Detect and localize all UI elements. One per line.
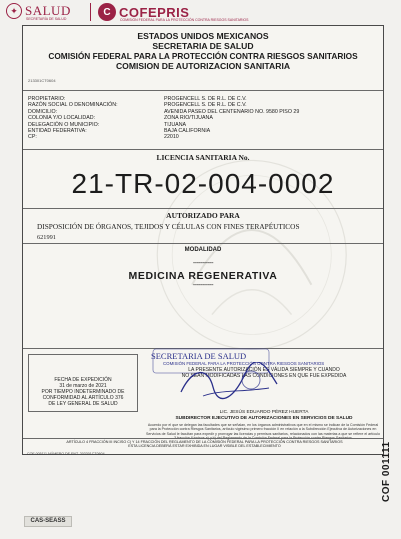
validity-line-2: NO SEAN MODIFICADAS LAS CONDICIONES EN QUE FUE EXPEDIDA [181, 372, 347, 379]
reference-number: COF 005111 NÚMERO DE ENT. 203301CT0604 [27, 452, 105, 456]
field-value: AVENIDA PASEO DEL CENTENARIO NO. 9580 PISO 29 [164, 108, 300, 115]
field-value: PROGENCELL S. DE R.L. DE C.V. [164, 96, 247, 102]
field-value: TIJUANA [164, 121, 187, 128]
field-value: PROGENCELL S. DE R.L. DE C.V. [164, 102, 247, 109]
delegation-agreement: Acuerdo por el que se delegan las facultades que se señalan, en los órganos administrativos que en el mismo se indican de la Comisión Federal para la Protección contra Riesgos Sanitarios, artículo vigésimo primero fracción II en relación a la Subdirección Ejecutiva de Autorizaciones en Servicios de Salud le facultan para expedir y prorrogar las licencias y permisos sanitarios, relacionados con las materias a que se refiere el artículo [146, 423, 380, 436]
validity-line-1: LA PRESENTE AUTORIZACIÓN ES VÁLIDA SIEMPRE Y CUANDO [188, 367, 340, 373]
eagle-seal-icon: ✦ [6, 3, 22, 19]
divider [23, 243, 383, 244]
side-control-code: COF 001111 [381, 441, 392, 502]
divider [23, 438, 383, 439]
activity-code: 621991 [37, 234, 56, 241]
salud-subtitle: SECRETARÍA DE SALUD [26, 17, 67, 21]
license-number: 21-TR-02-004-0002 [71, 168, 335, 199]
field-value: ZONA RIO/TIJUANA [164, 115, 213, 122]
field-value: 22010 [164, 134, 179, 141]
field-row [28, 134, 378, 140]
divider [23, 90, 383, 91]
field-label: ENTIDAD FEDERATIVA: [28, 128, 87, 135]
license-document [22, 25, 384, 455]
field-label: COLONIA Y/O LOCALIDAD: [28, 115, 96, 122]
signer-block [145, 410, 383, 421]
modality-dashes-top: ----------- [192, 260, 214, 267]
header-secretariat: SECRETARIA DE SALUD [152, 41, 254, 51]
validity-term-article: CONFORMIDAD AL ARTÍCULO 376 [42, 395, 124, 401]
field-label: RAZÓN SOCIAL O DENOMINACIÓN: [28, 102, 118, 109]
field-value: BAJA CALIFORNIA [164, 128, 211, 135]
header-country: ESTADOS UNIDOS MEXICANOS [137, 31, 269, 41]
expedition-date: 31 de marzo de 2021 [59, 383, 107, 389]
cofepris-subtitle: COMISIÓN FEDERAL PARA LA PROTECCIÓN CONTRA RIESGOS SANITARIOS [120, 18, 249, 22]
office-label: CAS-SEASS [24, 516, 72, 527]
field-label: DOMICILIO: [28, 108, 58, 115]
legal-footer [27, 440, 382, 449]
validity-term: POR TIEMPO INDETERMINADO DE [41, 389, 125, 395]
brand-divider [90, 3, 91, 21]
header-commission: COMISIÓN FEDERAL PARA LA PROTECCIÓN CONTRA RIESGOS SANITARIOS [48, 51, 358, 61]
signer-title: SUBDIRECTOR EJECUTIVO DE AUTORIZACIONES EN SERVICIOS DE SALUD [175, 415, 353, 421]
stamp-text: SECRETARIA DE SALUD [151, 351, 247, 361]
top-branding-bar [0, 0, 401, 24]
signature-icon [173, 362, 283, 402]
folio-number: 213301CT0604 [28, 78, 56, 83]
display-notice: ESTA LICENCIA DEBERÁ ESTAR EXHIBIDA EN LUGAR VISIBLE DEL ESTABLECIMIENTO [128, 444, 281, 449]
divider [23, 149, 383, 150]
divider [23, 208, 383, 209]
establishment-fields [28, 96, 378, 141]
modality-dashes-bottom: ----------- [192, 282, 214, 289]
legal-article: ARTÍCULO 4 FRACCIÓN III INCISO C) Y 14 FRACCIÓN DEL REGLAMENTO DE LA COMISIÓN FEDERAL PARA LA PROTECCIÓN CONTRA RIESGOS SANITARIOS [66, 440, 343, 444]
field-label: PROPIETARIO: [28, 96, 66, 102]
header-authorization: COMISION DE AUTORIZACION SANITARIA [115, 61, 291, 71]
salud-name: SALUD [25, 3, 71, 18]
signer-name: LIC. JESÚS EDUARDO PÉREZ HUERTA [219, 410, 309, 415]
modality-value: MEDICINA REGENERATIVA [128, 270, 278, 282]
field-label: CP: [28, 134, 37, 141]
authorized-activity: DISPOSICIÓN DE ÓRGANOS, TEJIDOS Y CÉLULAS CON FINES TERAPÉUTICOS [37, 222, 300, 231]
field-label: DELEGACIÓN O MUNICIPIO: [28, 121, 100, 128]
license-title: LICENCIA SANITARIA No. [156, 153, 250, 162]
expedition-date-box [28, 354, 138, 412]
modality-title: MODALIDAD [184, 247, 222, 253]
validity-term-law: DE LEY GENERAL DE SALUD [48, 401, 118, 407]
cofepris-name: COFEPRIS [119, 4, 190, 20]
cofepris-mark-icon: C [98, 3, 116, 21]
stamp-subtext: COMISIÓN FEDERAL PARA LA PROTECCIÓN CONTRA RIESGOS SANITARIOS [163, 361, 325, 366]
authorized-for-title: AUTORIZADO PARA [166, 211, 240, 220]
expedition-label: FECHA DE EXPEDICIÓN [54, 377, 112, 383]
